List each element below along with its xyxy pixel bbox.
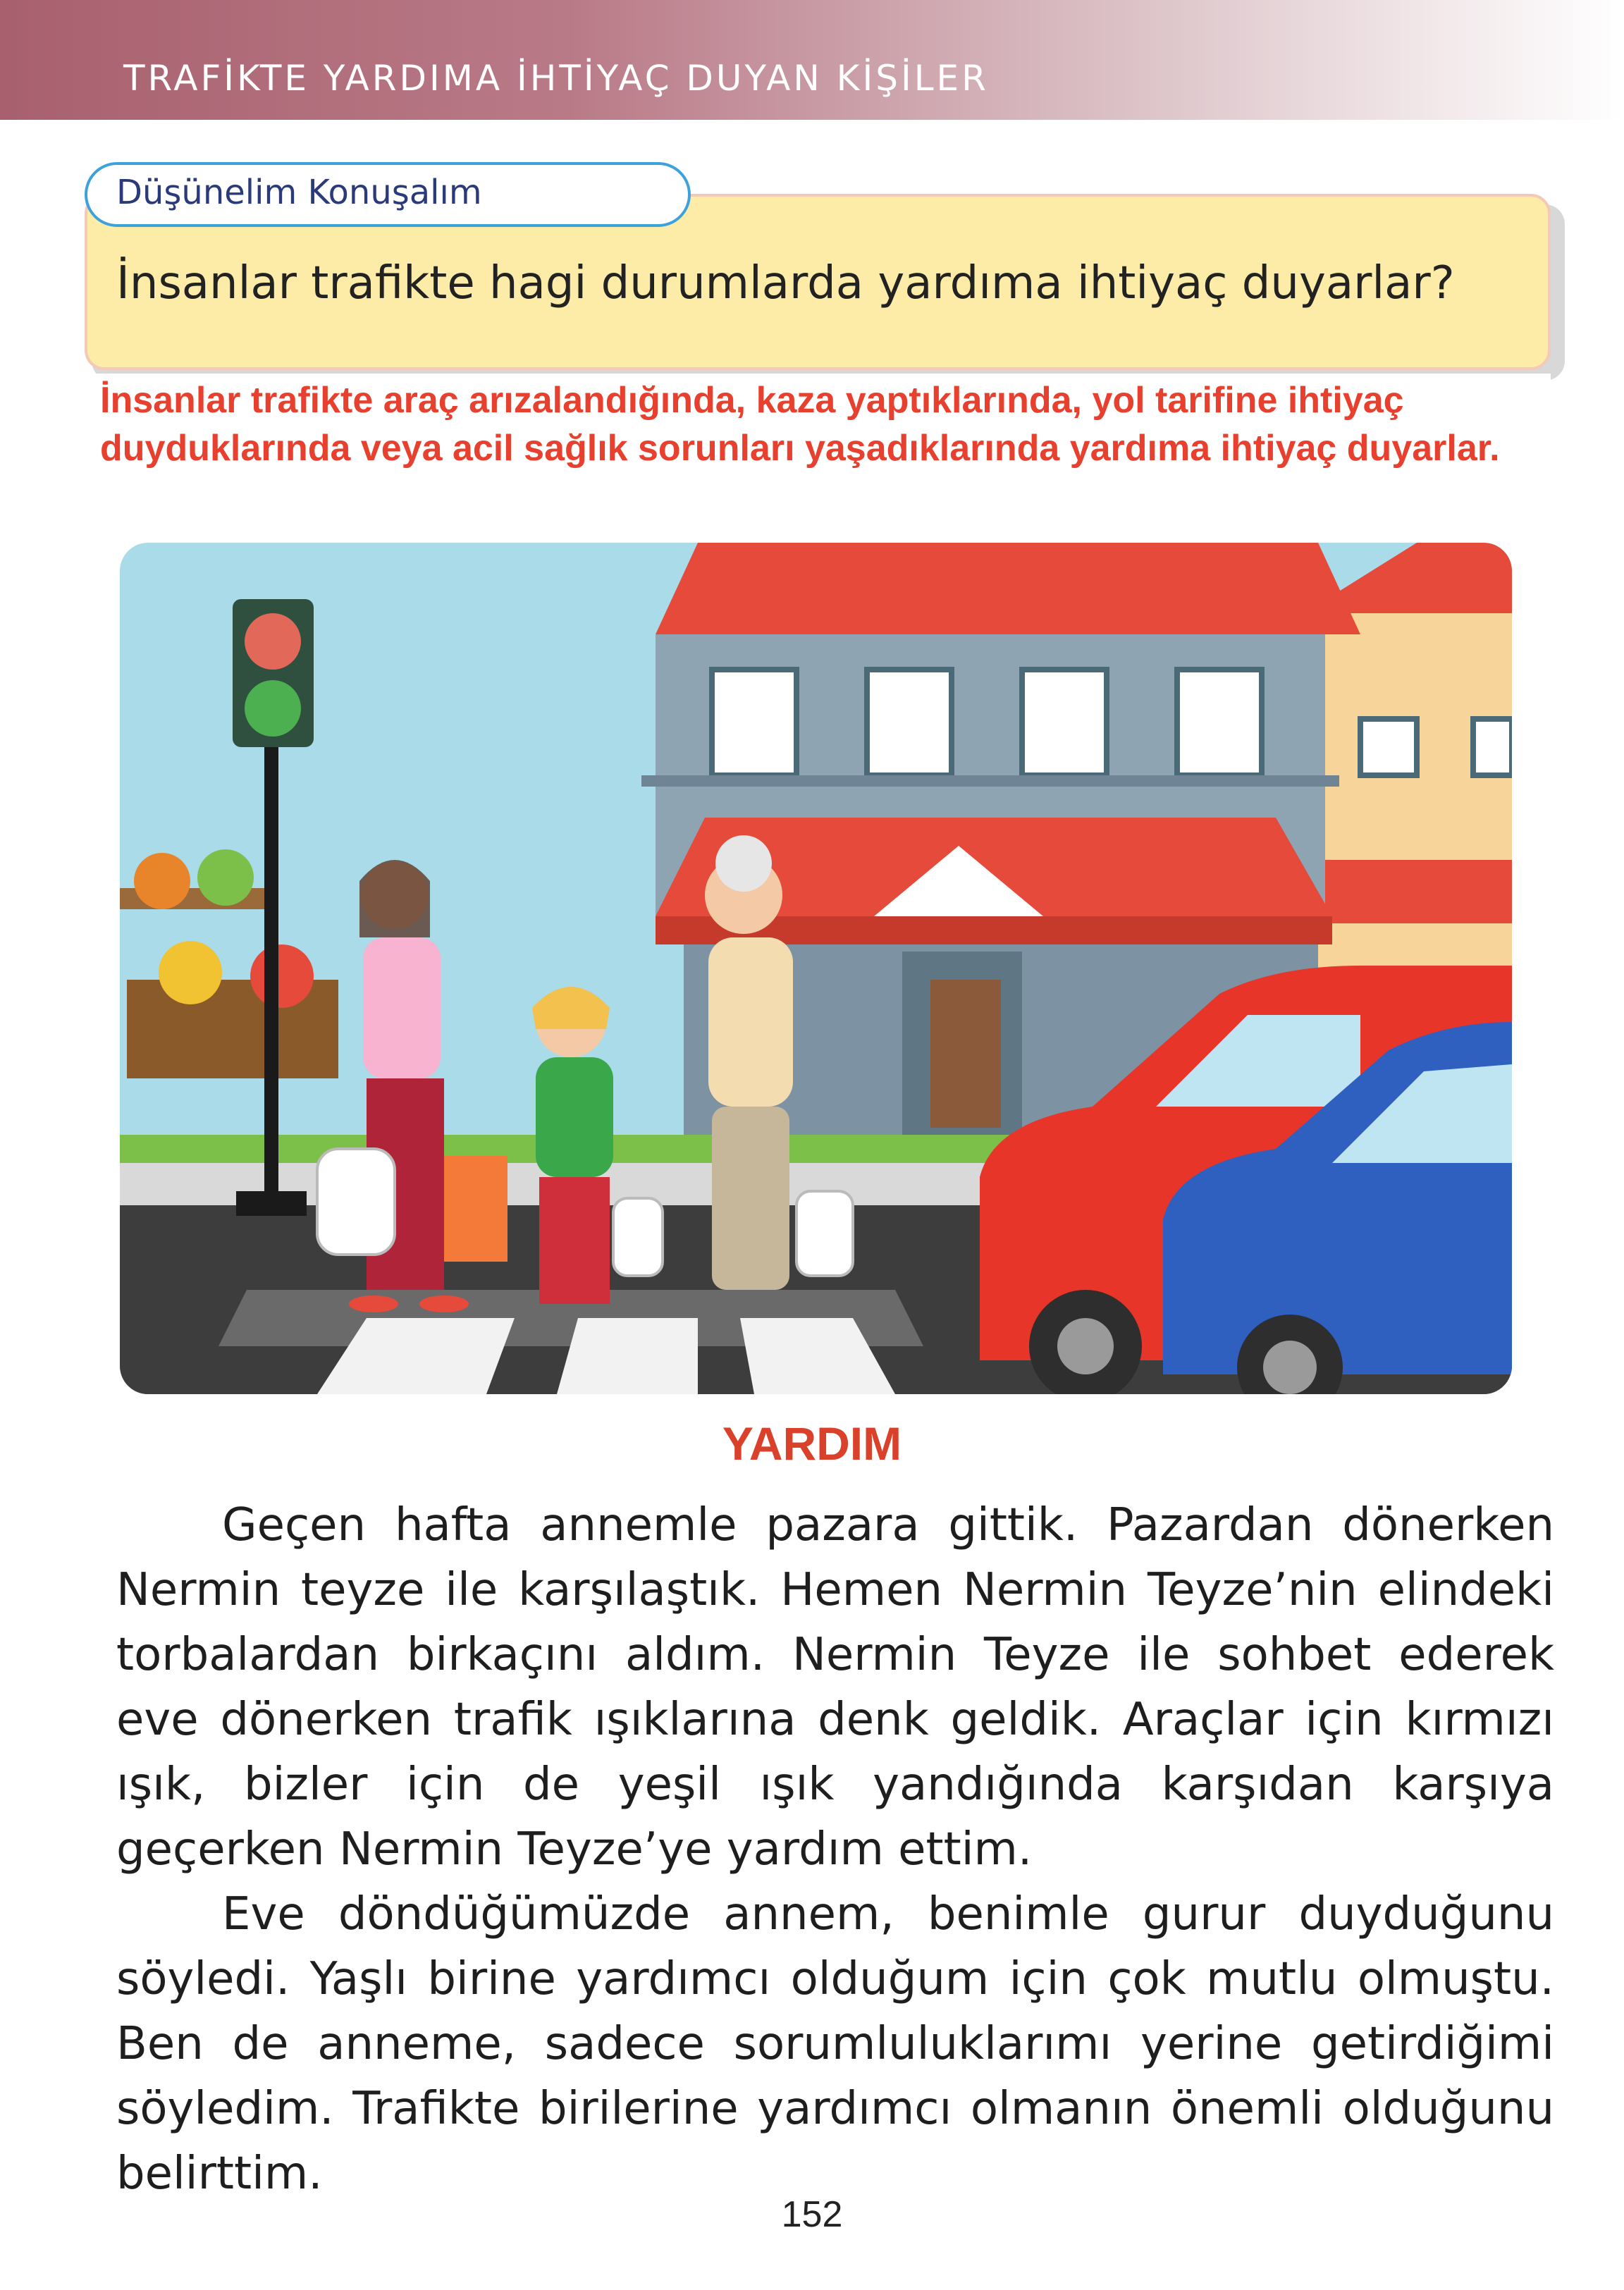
street-crossing-illustration (120, 543, 1512, 1394)
story-paragraph-2: Eve döndüğümüzde annem, benimle gurur duyduğunu söyledi. Yaşlı birine yardımcı olduğum için çok mutlu olmuştu. Ben de anneme, sadece sorumluluklarımı yerine getirdiğimi söyledim. Trafikte birilerine yardımcı olmanın önemli olduğunu belirttim. (116, 1888, 1554, 2200)
page-header-title: TRAFİKTE YARDIMA İHTİYAÇ DUYAN KİŞİLER (123, 58, 989, 99)
story-title: YARDIM (722, 1417, 902, 1470)
story-paragraph-1: Geçen hafta annemle pazara gittik. Pazardan dönerken Nermin teyze ile karşılaştık. Hemen Nermin Teyze’nin elindeki torbalardan birkaçını aldım. Nermin Teyze ile sohbet ederek eve dönerken trafik ışıklarına denk geldik. Araçlar için kırmızı ışık, bizler için de yeşil ışık yandığında karşıdan karşıya geçerken Nermin Teyze’ye yardım ettim. (116, 1499, 1554, 1876)
activity-label: Düşünelim Konuşalım (116, 173, 482, 212)
page-number: 152 (781, 2194, 843, 2235)
answer-text: İnsanlar trafikte araç arızalandığında, kaza yaptıklarında, yol tarifine ihtiyaç duyduklarında veya acil sağlık sorunları yaşadıklarında yardıma ihtiyaç duyarlar. (100, 380, 1500, 469)
story-text (116, 1493, 1554, 2206)
question-text: İnsanlar trafikte hagi durumlarda yardıma ihtiyaç duyarlar? (116, 257, 1455, 309)
